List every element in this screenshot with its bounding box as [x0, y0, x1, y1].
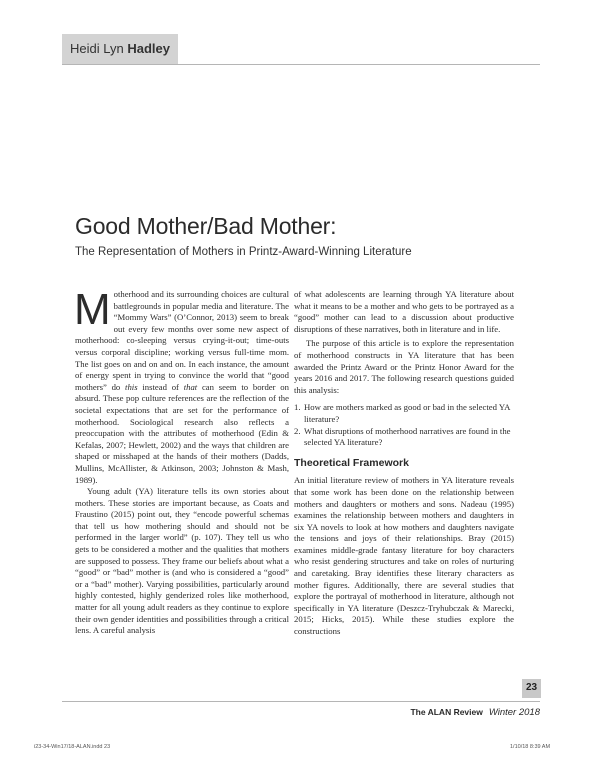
intro-text-3: can seem to border on absurd. These pop culture references are the reflection of the societal expectations that are set for the performance of motherhood. Sociological research also reflects a preoccupation with the attributes of motherhood (Edin & Kefalas, 2007; Hewlett, 2002) and the ways that children are shaped or misshaped at the hands of their mothers (Dadds, Mullins, McAllister, & Atkinson, 2003; Johnston & Mash, 1989). — [75, 381, 289, 485]
intro-emphasis-1: this — [125, 381, 138, 392]
running-footer — [390, 707, 540, 718]
right-column — [294, 289, 514, 638]
research-questions-list — [294, 402, 514, 448]
drop-cap: M — [74, 285, 111, 334]
journal-name: The ALAN Review — [410, 707, 483, 717]
header-rule — [62, 64, 540, 65]
author-name — [70, 41, 170, 56]
research-question — [294, 426, 514, 449]
article-subtitle: The Representation of Mothers in Printz-Award-Winning Literature — [75, 246, 412, 258]
section-heading: Theoretical Framework — [294, 456, 409, 469]
page-number: 23 — [526, 682, 538, 693]
intro-paragraph — [74, 285, 289, 486]
question-text: How are mothers marked as good or bad in the selected YA literature? — [304, 402, 510, 424]
author-first-name: Heidi Lyn — [70, 41, 124, 56]
author-last-name: Hadley — [127, 41, 170, 56]
question-number: 1. — [294, 402, 301, 413]
research-question — [294, 402, 514, 425]
print-slug-file: i23-34-Win17/18-ALAN.indd 23 — [34, 744, 111, 750]
question-number: 2. — [294, 425, 301, 436]
intro-emphasis-2: that — [183, 381, 198, 392]
body-paragraph: Young adult (YA) literature tells its own stories about mothers. These stories are important because, as Coats and Fraustino (2015) point out, they “encode powerful schemas that tell us how mothering should and should not be performed in the larger world” (p. 107). They tell us who gets to be considered a mother and the qualities that mothers are supposed to possess. They frame our beliefs about what a “good” or “bad” mother is (and who is considered a “good” or a “bad” mother). Varying possibilities, particularly around highly contested, highly genderized roles like motherhood, matter for all young adult readers as they continue to explore their own gender identities and possibilities through a critical lens. A careful analysis — [75, 486, 289, 636]
question-text: What disruptions of motherhood narratives are found in the selected YA literature? — [304, 425, 511, 448]
intro-text-2: instead of — [137, 381, 184, 392]
print-slug-date: 1/10/18 8:39 AM — [510, 744, 551, 750]
intro-text-1: otherhood and its surrounding choices are cultural battlegrounds in popular media and literature. The “Mommy Wars” (O’Connor, 2013) seem to break out every few months over some new aspect of motherhood: co-sleeping versus crying-it-out; time-outs versus corporal discipline; working versus full-time mom. The list goes on and on and on. In each instance, the amount of energy spent in trying to convince the world that “good mothers” do — [75, 289, 289, 392]
body-paragraph: An initial literature review of mothers in YA literature reveals that some work has been done on the relationship between mothers and daughters or mothers and sons. Nadeau (1995) examines the relationship between mothers and daughters in six YA novels to look at how mothers and daughters navigate the tensions and joys of their relationships. Bray (2015) examines middle-grade fantasy literature for boy characters who resist gendering structures and take on roles of nurturing and caretaking. Bray identifies these literary characters as mother figures. Additionally, there are several studies that explore the portrayal of motherhood in literature, although not specifically in YA literature (Deszcz-Tryhubczak & Marecki, 2015; Hicks, 2015). While these studies explore the constructions — [294, 475, 514, 637]
article-title: Good Mother/Bad Mother: — [75, 213, 337, 239]
body-paragraph: of what adolescents are learning through YA literature about what it means to be a mother and who gets to be portrayed as a “good” mother can lead to a discussion about productive disruptions of these narratives, both in literature and in life. — [294, 289, 514, 334]
author-header-band — [62, 34, 178, 64]
left-column — [74, 285, 289, 637]
footer-rule — [62, 701, 540, 702]
issue-season: Winter 2018 — [488, 707, 540, 718]
purpose-paragraph: The purpose of this article is to explore the representation of motherhood constructs in YA literature that has been awarded the Printz Award or the Printz Honor Award for the years 2016 and 2017. The following research questions guided this analysis: — [294, 338, 514, 395]
